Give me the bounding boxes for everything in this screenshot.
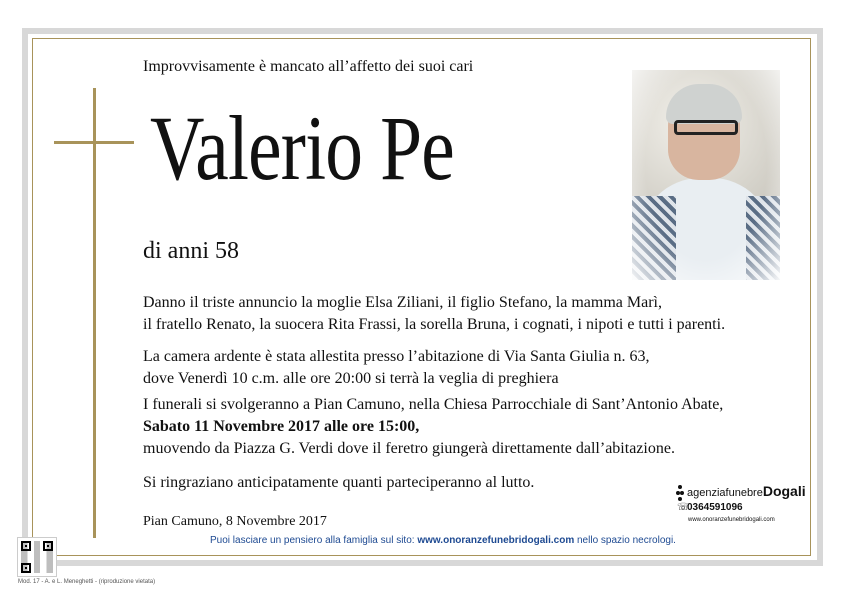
deceased-age: di anni 58 (143, 238, 239, 264)
funeral-paragraph (143, 394, 723, 460)
funeral-date-time: Sabato 11 Novembre 2017 alle ore 15:00, (143, 418, 420, 435)
agency-website: www.onoranzefunebridogali.com (688, 517, 775, 523)
place-date: Pian Camuno, 8 Novembre 2017 (143, 514, 327, 529)
viewing-paragraph (143, 346, 650, 390)
qr-corner-top-right (43, 541, 53, 551)
phone-icon: ☏ (677, 502, 690, 513)
agency-logo (675, 481, 806, 529)
agency-phone (687, 502, 743, 514)
agency-title (687, 484, 806, 500)
agency-brand: Dogali (762, 483, 806, 499)
condolence-suffix: nello spazio necrologi. (577, 535, 676, 546)
agency-title-prefix: agenziafunebre (687, 487, 763, 499)
intro-text: Improvvisamente è mancato all’affetto dei suoi cari (143, 58, 474, 75)
cross-arm (54, 141, 134, 144)
condolence-message (210, 535, 676, 547)
announcement-paragraph (143, 292, 725, 336)
qr-corner-top-left (21, 541, 31, 551)
agency-phone-number: 591096 (709, 502, 743, 513)
qr-corner-bottom-left (21, 563, 31, 573)
announcement-line-2: il fratello Renato, la suocera Rita Frassi, la sorella Bruna, i cognati, i nipoti e tutti i parenti. (143, 316, 726, 333)
photo-fade (632, 70, 780, 280)
viewing-line-2: dove Venerdì 10 c.m. alle ore 20:00 si terrà la veglia di preghiera (143, 370, 559, 387)
cross-icon (93, 88, 96, 538)
qr-code-icon (17, 537, 57, 577)
thanks-text: Si ringraziano anticipatamente quanti parteciperanno al lutto. (143, 474, 535, 491)
funeral-line-1: I funerali si svolgeranno a Pian Camuno, nella Chiesa Parrocchiale di Sant’Antonio Abate, (143, 396, 724, 413)
viewing-line-1: La camera ardente è stata allestita presso l’abitazione di Via Santa Giulia n. 63, (143, 348, 650, 365)
portrait-photo (632, 70, 780, 280)
module-code: Mod. 17 - A. e L. Meneghetti - (riproduzione vietata) (18, 579, 156, 585)
agency-phone-prefix: 0364 (687, 502, 710, 513)
deceased-name: Valerio Pe (150, 97, 454, 199)
funeral-line-3: muovendo da Piazza G. Verdi dove il feretro giungerà direttamente dall’abitazione. (143, 440, 675, 457)
condolence-link[interactable]: www.onoranzefunebridogali.com (417, 535, 575, 546)
condolence-prefix: Puoi lasciare un pensiero alla famiglia sul sito: (210, 535, 415, 546)
announcement-line-1: Danno il triste annuncio la moglie Elsa Ziliani, il figlio Stefano, la mamma Marì, (143, 294, 662, 311)
